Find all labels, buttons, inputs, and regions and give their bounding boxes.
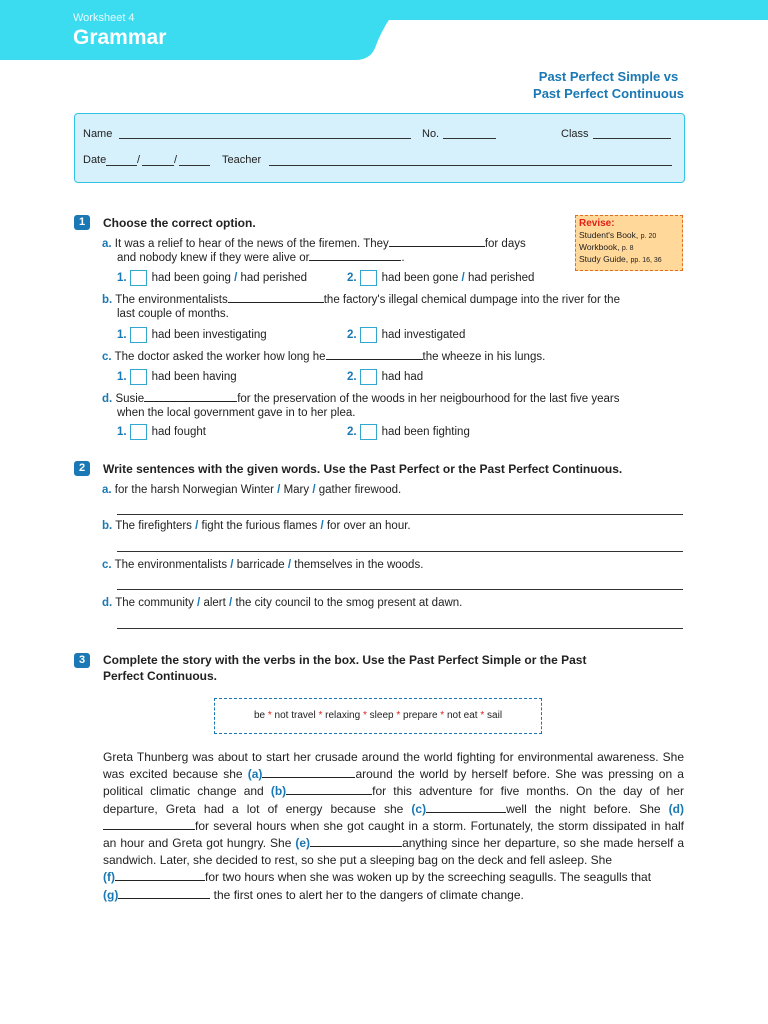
exercise-1-item-b-option-1: 1. had been investigating	[117, 327, 267, 343]
verb: not travel	[274, 710, 316, 721]
answer-line-2d[interactable]	[117, 628, 683, 629]
answer-line-2c[interactable]	[117, 589, 683, 590]
checkbox-1c-2[interactable]	[360, 369, 377, 385]
gap-1b[interactable]	[228, 293, 324, 303]
exercise-2-instruction: Write sentences with the given words. Use the Past Perfect or the Past Perfect Continuous.	[103, 462, 623, 476]
gap-3e[interactable]	[310, 837, 402, 847]
revise-students-book: Student's Book, p. 20	[579, 230, 657, 240]
gap-3b[interactable]	[286, 785, 372, 795]
exercise-2-item-d: d. The community / alert / the city council to the smog present at dawn.	[102, 597, 463, 609]
checkbox-1a-1[interactable]	[130, 270, 147, 286]
exercise-1-item-d-option-2: 2. had been fighting	[347, 424, 470, 440]
gap-3d[interactable]	[103, 820, 195, 830]
gap-3g[interactable]	[118, 889, 210, 899]
exercise-1-item-b: b. The environmentalists the factory's illegal chemical dumpage into the river for the last couple of months.	[102, 294, 620, 320]
date-year-field[interactable]	[179, 165, 210, 166]
verb: sail	[487, 710, 503, 721]
teacher-field[interactable]	[269, 165, 672, 166]
exercise-1-instruction: Choose the correct option.	[103, 216, 256, 230]
date-label: Date	[83, 154, 107, 166]
date-day-field[interactable]	[106, 165, 137, 166]
exercise-1-item-a-option-2: 2. had been gone / had perished	[347, 270, 534, 286]
gap-3a[interactable]	[262, 768, 355, 778]
checkbox-1b-2[interactable]	[360, 327, 377, 343]
checkbox-1b-1[interactable]	[130, 327, 147, 343]
gap-1a-2[interactable]	[309, 251, 401, 261]
exercise-1-item-a-option-1: 1. had been going / had perished	[117, 270, 307, 286]
exercise-2-item-b: b. The firefighters / fight the furious flames / for over an hour.	[102, 520, 411, 532]
exercise-3-number: 3	[74, 653, 90, 668]
verb: prepare	[403, 710, 438, 721]
section-title: Grammar	[73, 26, 167, 49]
gap-1a[interactable]	[389, 237, 485, 247]
revise-study-guide: Study Guide, pp. 16, 36	[579, 254, 662, 264]
revise-box	[575, 215, 683, 271]
no-label: No.	[422, 128, 440, 140]
verb: relaxing	[325, 710, 361, 721]
number-field[interactable]	[443, 138, 496, 139]
exercise-1-item-c-option-2: 2. had had	[347, 369, 423, 385]
class-label: Class	[561, 128, 589, 140]
verb: not eat	[446, 710, 478, 721]
exercise-1-item-d-option-1: 1. had fought	[117, 424, 206, 440]
checkbox-1c-1[interactable]	[130, 369, 147, 385]
student-info-box	[74, 113, 685, 183]
exercise-2-number: 2	[74, 461, 90, 476]
story-text: Greta Thunberg was about to start her crusade around the world fighting for environmental awareness. She was excited because she (a) around the world by herself before. She was pressing on a political climatic change and (b) for this adventure for five months. On the day of her departure, Greta had a lot of energy because she (c) well the night before. She (d)for several hours when she got caught in a storm. Fortunately, the storm dissipated in half an hour and Greta got hungry. She (e) anything since her departure, so she made herself a sandwich. Later, she decided to rest, so she put a sleeping bag on the deck and fell asleep. She (f) for two hours when she was woken up by the screeching seagulls. The seagulls that (g) the first ones to alert her to the dangers of climate change.	[103, 750, 684, 902]
verb: be	[253, 710, 266, 721]
class-field[interactable]	[593, 138, 671, 139]
name-field[interactable]	[119, 138, 411, 139]
gap-3c[interactable]	[426, 803, 506, 813]
exercise-1-item-a: a. It was a relief to hear of the news of the firemen. They for days and nobody knew if they were alive or .	[102, 238, 526, 264]
answer-line-2b[interactable]	[117, 551, 683, 552]
checkbox-1d-2[interactable]	[360, 424, 377, 440]
topic-line-2: Past Perfect Continuous	[533, 86, 684, 101]
answer-line-2a[interactable]	[117, 514, 683, 515]
date-month-field[interactable]	[142, 165, 174, 166]
exercise-2-item-a: a. for the harsh Norwegian Winter / Mary / gather firewood.	[102, 484, 402, 496]
exercise-1-item-b-option-2: 2. had investigated	[347, 327, 465, 343]
teacher-label: Teacher	[222, 154, 262, 166]
exercise-3-instruction: Complete the story with the verbs in the box. Use the Past Perfect Simple or the Past Perfect Continuous.	[103, 653, 587, 683]
date-separator-2: /	[174, 154, 178, 166]
topic-title	[533, 68, 684, 102]
name-label: Name	[83, 128, 113, 140]
revise-workbook: Workbook, p. 8	[579, 242, 634, 252]
worksheet-label: Worksheet 4	[73, 12, 135, 24]
header-band	[0, 0, 768, 60]
exercise-2-item-c: c. The environmentalists / barricade / themselves in the woods.	[102, 559, 424, 571]
exercise-1-item-d: d. Susie for the preservation of the woods in her neigbourhood for the last five years when the local government gave in to her plea.	[102, 393, 620, 419]
exercise-1-number: 1	[74, 215, 90, 230]
checkbox-1a-2[interactable]	[360, 270, 377, 286]
date-separator-1: /	[137, 154, 141, 166]
exercise-1-item-c-option-1: 1. had been having	[117, 369, 237, 385]
verb: sleep	[369, 710, 394, 721]
exercise-1-item-c: c. The doctor asked the worker how long he the wheeze in his lungs.	[102, 351, 546, 363]
topic-line-1: Past Perfect Simple vs	[538, 69, 679, 84]
checkbox-1d-1[interactable]	[130, 424, 147, 440]
gap-3f[interactable]	[115, 871, 205, 881]
verb-box: be * not travel * relaxing * sleep * prepare * not eat * sail	[214, 698, 542, 734]
revise-title: Revise:	[579, 218, 615, 229]
gap-1c[interactable]	[326, 350, 423, 360]
gap-1d[interactable]	[144, 392, 237, 402]
